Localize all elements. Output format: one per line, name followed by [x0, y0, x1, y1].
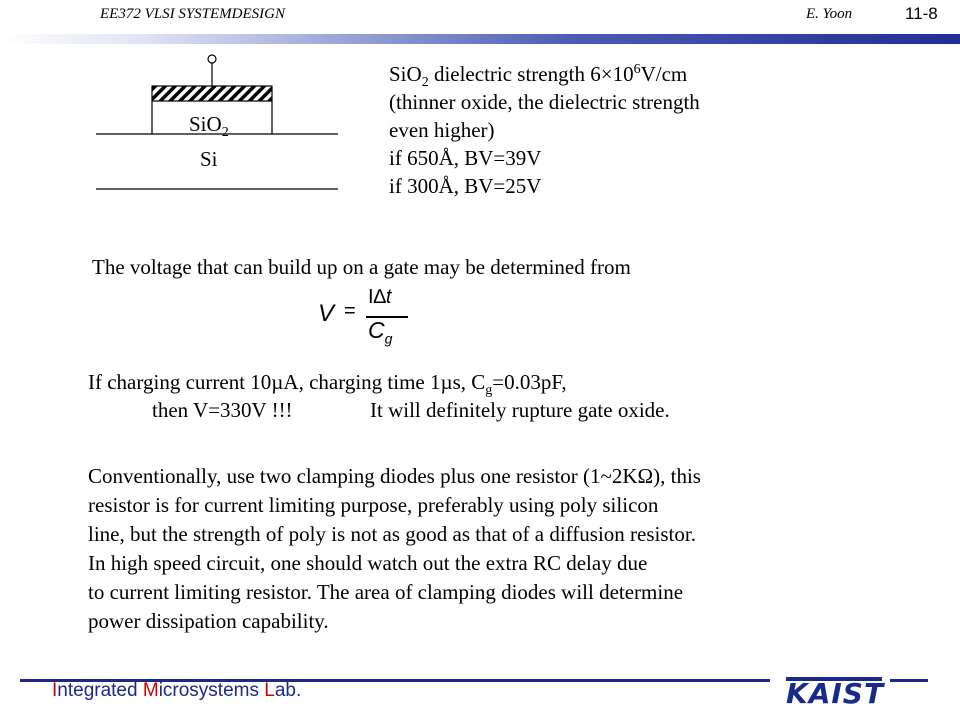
protection-paragraph	[88, 462, 701, 636]
oxide-label: SiO$_2$	[189, 112, 229, 141]
spec-line-3: even higher)	[389, 118, 495, 142]
spec-line-4: if 650Å, BV=39V	[389, 146, 542, 170]
paragraph-line-6: power dissipation capability.	[88, 609, 329, 633]
footer-line-right	[890, 679, 928, 682]
intro-text: The voltage that can build up on a gate may be determined from	[92, 255, 631, 279]
paragraph-line-4: In high speed circuit, one should watch out the extra RC delay due	[88, 551, 648, 575]
kaist-logo: KAIST	[786, 677, 885, 710]
voltage-formula	[318, 288, 418, 348]
formula-denominator: $C_g$	[368, 317, 393, 347]
spec-block	[389, 60, 700, 200]
formula-lhs: V	[318, 300, 335, 327]
example-line-1: If charging current 10µA, charging time 1µs, $C_g=0.03pF$,	[88, 370, 567, 399]
substrate-label: Si	[200, 147, 218, 171]
paragraph-line-5: to current limiting resistor. The area of clamping diodes will determine	[88, 580, 684, 604]
course-title: EE372 VLSI SYSTEMDESIGN	[100, 6, 285, 22]
header-bar	[0, 34, 960, 44]
formula-numerator: I∆t	[368, 286, 392, 308]
example-warning: It will definitely rupture gate oxide.	[370, 398, 670, 422]
spec-line-2: (thinner oxide, the dielectric strength	[389, 90, 700, 114]
paragraph-line-1: Conventionally, use two clamping diodes plus one resistor (1~2KΩ), this	[88, 464, 701, 488]
spec-line-5: if 300Å, BV=25V	[389, 174, 542, 198]
author-name: E. Yoon	[806, 6, 853, 22]
paragraph-line-3: line, but the strength of poly is not as good as that of a diffusion resistor.	[88, 522, 696, 546]
gate-electrode	[152, 86, 272, 101]
spec-line-1: SiO$_2$ dielectric strength $6\times 10^6V/cm$	[389, 62, 688, 91]
lab-name: Integrated Microsystems Lab.	[52, 680, 302, 701]
gate-terminal-icon	[208, 55, 216, 63]
formula-equals: =	[344, 300, 356, 322]
example-result: then V=330V !!!	[152, 398, 293, 422]
page-number: 11-8	[905, 4, 938, 23]
paragraph-line-2: resistor is for current limiting purpose, preferably using poly silicon	[88, 493, 659, 517]
